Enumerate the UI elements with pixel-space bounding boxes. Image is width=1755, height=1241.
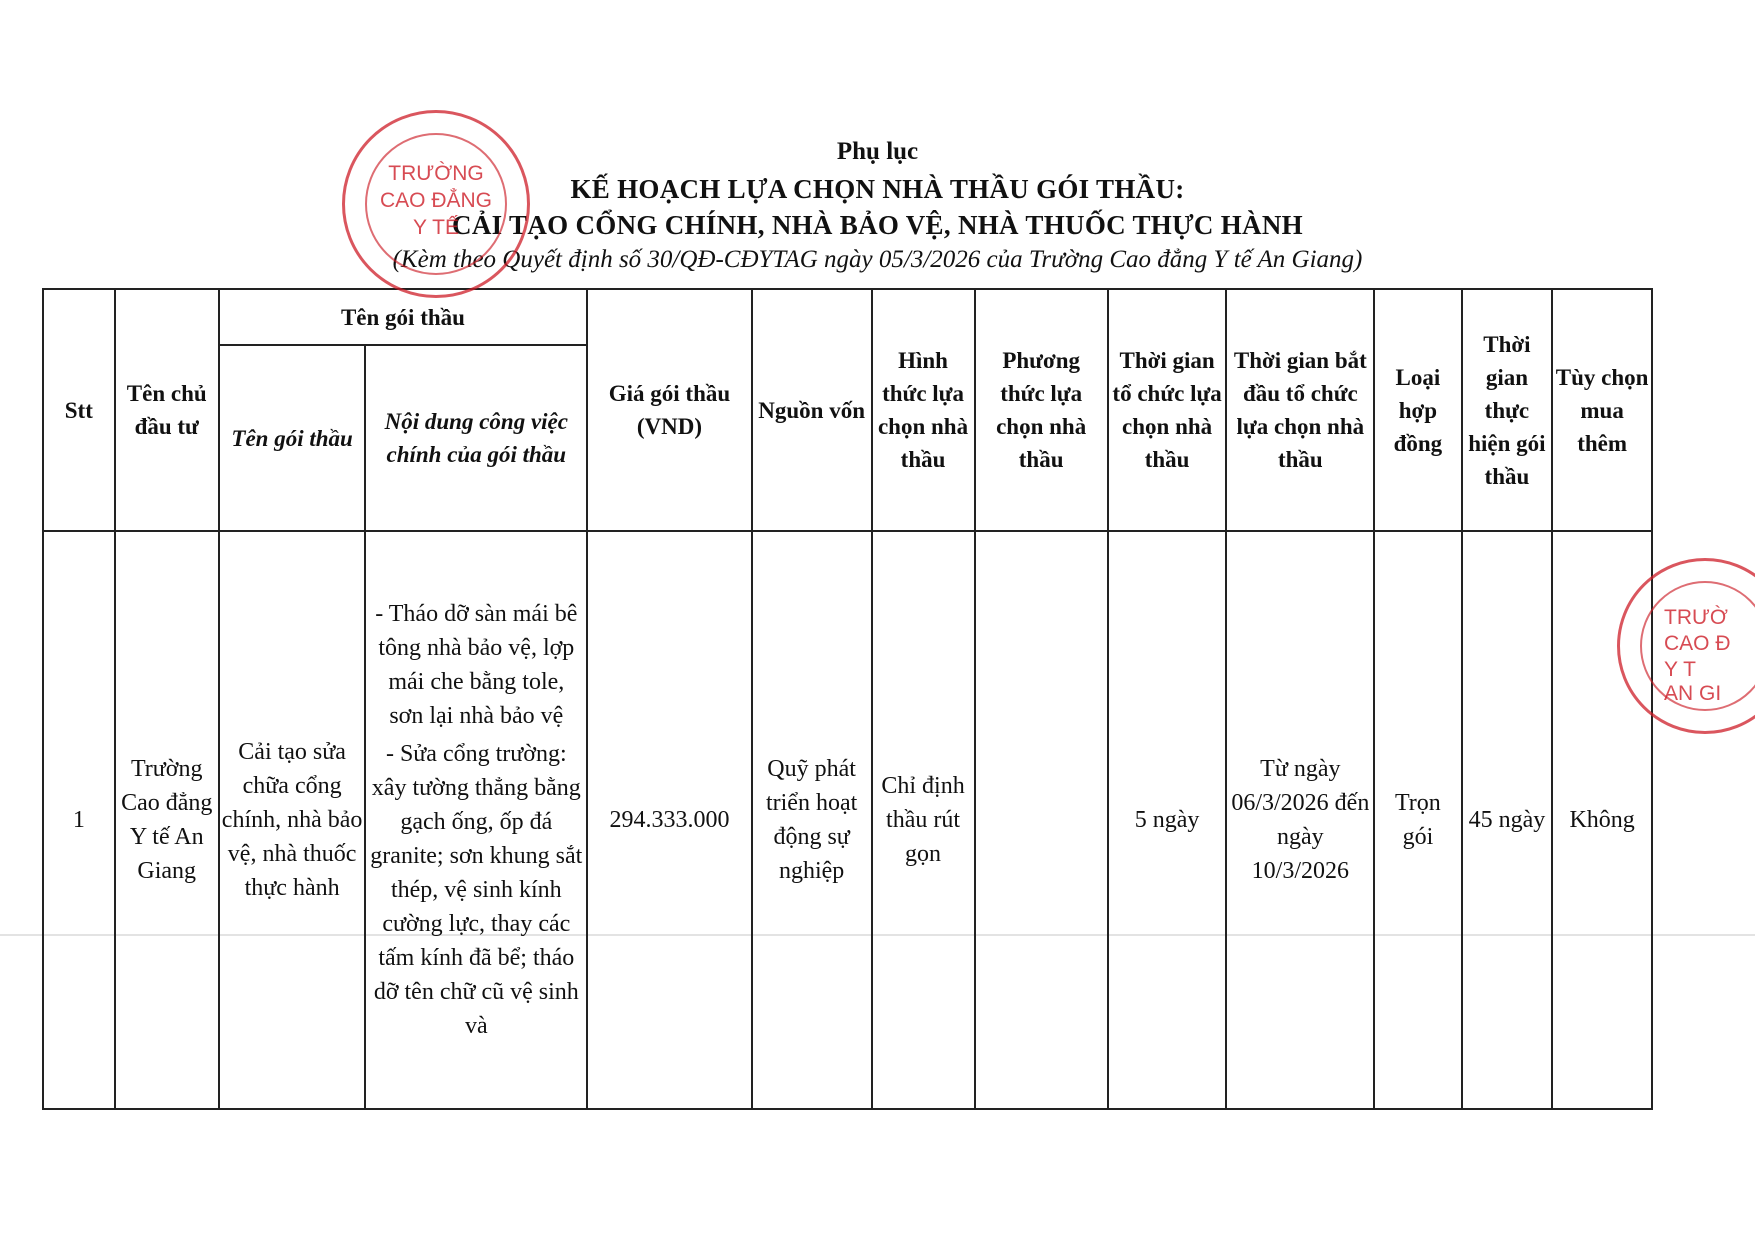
header-selection-method: Phương thức lựa chọn nhà thầu [975,289,1108,531]
header-start-time: Thời gian bắt đầu tổ chức lựa chọn nhà thầu [1226,289,1374,531]
cell-selection-form: Chỉ định thầu rút gọn [872,531,975,1109]
seal-line-3: Y TẾ [413,216,459,239]
header-investor: Tên chủ đầu tư [115,289,219,531]
cell-exec-time: 45 ngày [1462,531,1553,1109]
cell-selection-method [975,531,1108,1109]
header-contract-type: Loại hợp đồng [1374,289,1461,531]
cell-main-content [365,531,587,1109]
bidding-plan-table [42,288,1653,1110]
cell-option: Không [1552,531,1652,1109]
cell-package-name: Cải tạo sửa chữa cổng chính, nhà bảo vệ, nhà thuốc thực hành [219,531,366,1109]
seal-line-4: AN GI [1664,682,1722,705]
seal-line-2: CAO ĐẲNG [379,189,492,212]
cell-start-time: Từ ngày 06/3/2026 đến ngày 10/3/2026 [1226,531,1374,1109]
header-exec-time: Thời gian thực hiện gói thầu [1462,289,1553,531]
header-option: Tùy chọn mua thêm [1552,289,1652,531]
cell-contract-type: Trọn gói [1374,531,1461,1109]
seal-line-3: Y T [1664,658,1696,681]
cell-investor: Trường Cao đẳng Y tế An Giang [115,531,219,1109]
package-title: CẢI TẠO CỔNG CHÍNH, NHÀ BẢO VỆ, NHÀ THUỐC THỰC HÀNH [452,210,1303,240]
seal-line-2: CAO Đ [1664,632,1731,655]
header-main-content: Nội dung công việc chính của gói thầu [365,345,587,531]
header-package-name: Tên gói thầu [219,345,366,531]
content-item-2: - Sửa cổng trường: xây tường thẳng bằng gạch ống, ốp đá granite; sơn khung sắt thép, vệ sinh kính cường lực, thay các tấm kính đã bể; tháo dỡ tên chữ cũ vệ sinh và [370,741,583,1039]
seal-line-1: TRƯỜNG [388,162,484,185]
cell-stt: 1 [43,531,115,1109]
seal-line-1: TRƯỜ [1664,606,1728,629]
header-funding: Nguồn vốn [752,289,872,531]
cell-funding: Quỹ phát triển hoạt động sự nghiệp [752,531,872,1109]
header-stt: Stt [43,289,115,531]
header-price: Giá gói thầu (VND) [587,289,752,531]
document-title: KẾ HOẠCH LỰA CHỌN NHÀ THẦU GÓI THẦU: [570,174,1185,204]
cell-price: 294.333.000 [587,531,752,1109]
appendix-label: Phụ lục [836,138,919,165]
cell-org-time: 5 ngày [1108,531,1227,1109]
header-org-time: Thời gian tổ chức lựa chọn nhà thầu [1108,289,1227,531]
header-selection-form: Hình thức lựa chọn nhà thầu [872,289,975,531]
red-seal-stamp [342,110,530,298]
content-item-1: - Tháo dỡ sàn mái bê tông nhà bảo vệ, lợp mái che bằng tole, sơn lại nhà bảo vệ [375,601,578,729]
decision-note: (Kèm theo Quyết định số 30/QĐ-CĐYTAG ngày 05/3/2026 của Trường Cao đẳng Y tế An Giang) [392,246,1363,273]
header-package-group: Tên gói thầu [219,289,587,345]
table-row [43,531,1652,1109]
